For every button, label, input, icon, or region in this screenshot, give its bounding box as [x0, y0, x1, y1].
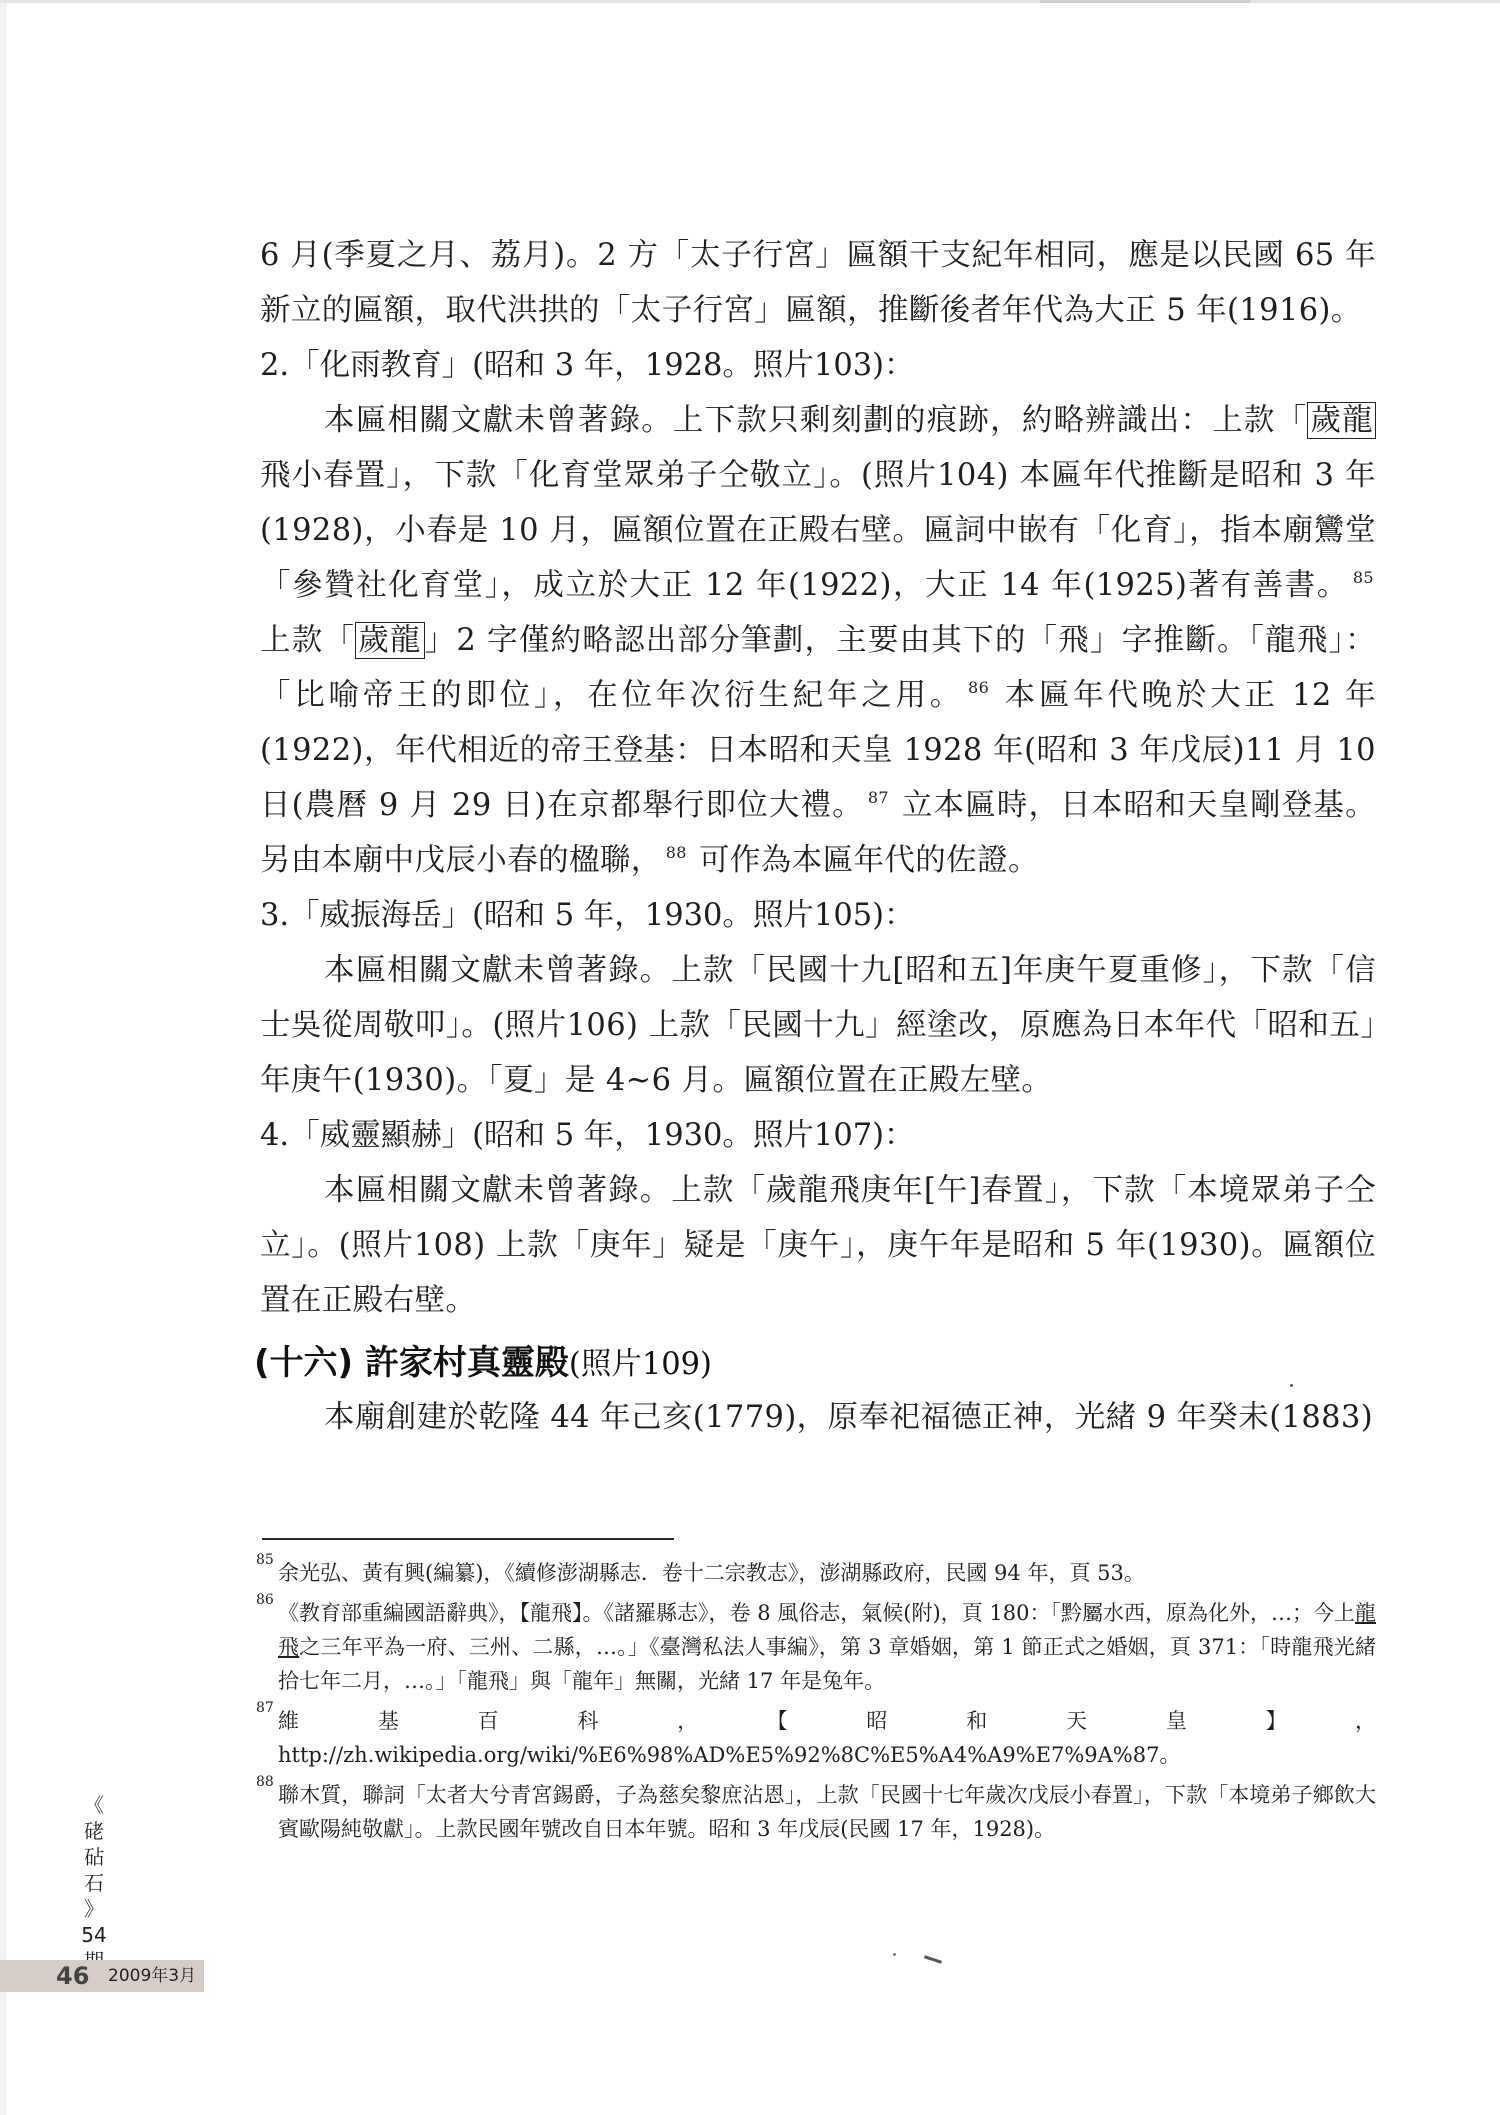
footnote-ref-87: 87 — [867, 788, 889, 807]
main-body-text — [254, 228, 1376, 1445]
side-title-char: 石 — [84, 1871, 104, 1895]
paragraph-item-4: 本匾相關文獻未曾著錄。上款「歲龍飛庚年[午]春置」，下款「本境眾弟子仝立」。(照片108) 上款「庚年」疑是「庚午」，庚午年是昭和 5 年(1930)。匾額位置在正殿右壁。 — [260, 1173, 1376, 1318]
side-title-char: 》 — [84, 1897, 104, 1921]
footnote-86 — [256, 1592, 1376, 1698]
issue-number: 54 — [81, 1923, 107, 1947]
text-run: 」2 字僅約略認出部分筆劃，主要由其下的「飛」字推斷。「龍飛」：「比喻帝王的即位」，在位年次衍生紀年之用。 — [260, 623, 1376, 713]
top-edge-rule — [0, 0, 1500, 3]
text-run: 本匾年代晚於大正 12 年(1922)，年代相近的帝王登基：日本昭和天皇 1928 年(昭和 3 年戊辰)11 月 10 日(農曆 9 月 29 日)在京都舉行即位大禮。 — [260, 678, 1376, 823]
footnote-87 — [256, 1700, 1376, 1772]
scan-speck — [893, 1953, 896, 1956]
paragraph-continuation: 6 月(季夏之月、荔月)。2 方「太子行宮」匾額干支紀年相同，應是以民國 65 年新立的匾額，取代洪拱的「太子行宮」匾額，推斷後者年代為大正 5 年(1916)。 — [260, 238, 1376, 328]
footnote-number: 85 — [256, 1552, 274, 1568]
side-title-char: 硓 — [84, 1819, 104, 1843]
top-edge-mark — [1040, 0, 1250, 3]
footnote-number: 88 — [256, 1774, 274, 1790]
side-title-char: 《 — [84, 1793, 104, 1817]
journal-side-title — [78, 1792, 110, 1974]
footnote-text: 余光弘、黃有興(編纂)，《續修澎湖縣志．卷十二宗教志》，澎湖縣政府，民國 94 年，頁 53。 — [278, 1561, 1145, 1585]
footnote-separator — [262, 1538, 674, 1540]
section-photo-ref: (照片109) — [568, 1347, 712, 1382]
item-heading-4: 4.「威靈顯赫」(昭和 5 年，1930。照片107)： — [260, 1118, 915, 1153]
item-heading-3: 3.「威振海岳」(昭和 5 年，1930。照片105)： — [260, 898, 915, 933]
issue-date: 2009年3月 — [108, 1966, 197, 1986]
paragraph-item-3: 本匾相關文獻未曾著錄。上款「民國十九[昭和五]年庚午夏重修」，下款「信士吳從周敬叩」。(照片106) 上款「民國十九」經塗改，原應為日本年代「昭和五」年庚午(1930)。「夏」是 4~6 月。匾額位置在正殿左壁。 — [260, 953, 1376, 1098]
footnote-ref-86: 86 — [967, 678, 990, 697]
side-title-char: 砧 — [84, 1845, 104, 1869]
boxed-characters: 歲龍 — [1307, 402, 1376, 439]
text-run: 立本匾時，日本昭和天皇剛登基。另由本廟中戊辰小春的楹聯， — [260, 788, 1376, 878]
scan-speck — [924, 1955, 942, 1963]
footnotes — [256, 1552, 1376, 1852]
text-run: 本匾相關文獻未曾著錄。上下款只剩刻劃的痕跡，約略辨識出：上款「 — [324, 403, 1308, 438]
footnote-text: 聯木質，聯詞「太者大兮青宮錫爵，子為慈矣黎庶沾恩」，上款「民國十七年歲次戊辰小春置」，下款「本境弟子鄉飲大賓歐陽純敬獻」。上款民國年號改自日本年號。昭和 3 年戊辰(民國 17 年，1928)。 — [278, 1783, 1376, 1841]
footnote-number: 87 — [256, 1700, 274, 1716]
footnote-text: 維基百科，【昭和天皇】，http://zh.wikipedia.org/wiki/%E6%98%AD%E5%92%8C%E5%A4%A9%E7%9A%87。 — [278, 1709, 1376, 1767]
footnote-text: 《教育部重編國語辭典》，【龍飛】。《諸羅縣志》，卷 8 風俗志，氣候(附)，頁 180：「黔屬水西，原為化外，…；今上 — [278, 1601, 1355, 1625]
scan-speck — [1290, 1384, 1293, 1387]
footnote-number: 86 — [256, 1592, 274, 1608]
section-title: (十六) 許家村真靈殿 — [254, 1343, 569, 1383]
section-heading-16 — [254, 1338, 1376, 1390]
page-number: 46 — [56, 1962, 90, 1990]
footnote-85 — [256, 1552, 1376, 1590]
text-run: 上款「 — [260, 623, 356, 658]
paragraph-item-2 — [260, 393, 1376, 888]
text-run: 可作為本匾年代的佐證。 — [688, 843, 1039, 878]
footnote-ref-85: 85 — [1352, 568, 1374, 587]
footnote-88 — [256, 1774, 1376, 1846]
paragraph-section-16: 本廟創建於乾隆 44 年己亥(1779)，原奉祀福德正神，光緒 9 年癸未(1883) — [324, 1400, 1374, 1435]
scan-left-edge — [0, 0, 7, 2115]
text-run: 飛小春置」，下款「化育堂眾弟子仝敬立」。(照片104) 本匾年代推斷是昭和 3 年(1928)，小春是 10 月，匾額位置在正殿右壁。匾詞中嵌有「化育」，指本廟鸞堂「參贊社化育堂」，成立於大正 12 年(1922)，大正 14 年(1925)著有善書。 — [260, 458, 1376, 603]
underlined-term: 龍飛 — [278, 1601, 1376, 1659]
footnote-text: 之三年平為一府、三州、二縣，…。」《臺灣私法人事編》，第 3 章婚姻，第 1 節正式之婚姻，頁 371：「時龍飛光緒拾七年二月，…。」「龍飛」與「龍年」無關，光緒 17 年是兔年。 — [278, 1635, 1376, 1693]
boxed-characters: 歲龍 — [355, 622, 424, 659]
footnote-ref-88: 88 — [665, 843, 687, 862]
item-heading-2: 2.「化雨教育」(昭和 3 年，1928。照片103)： — [260, 348, 915, 383]
